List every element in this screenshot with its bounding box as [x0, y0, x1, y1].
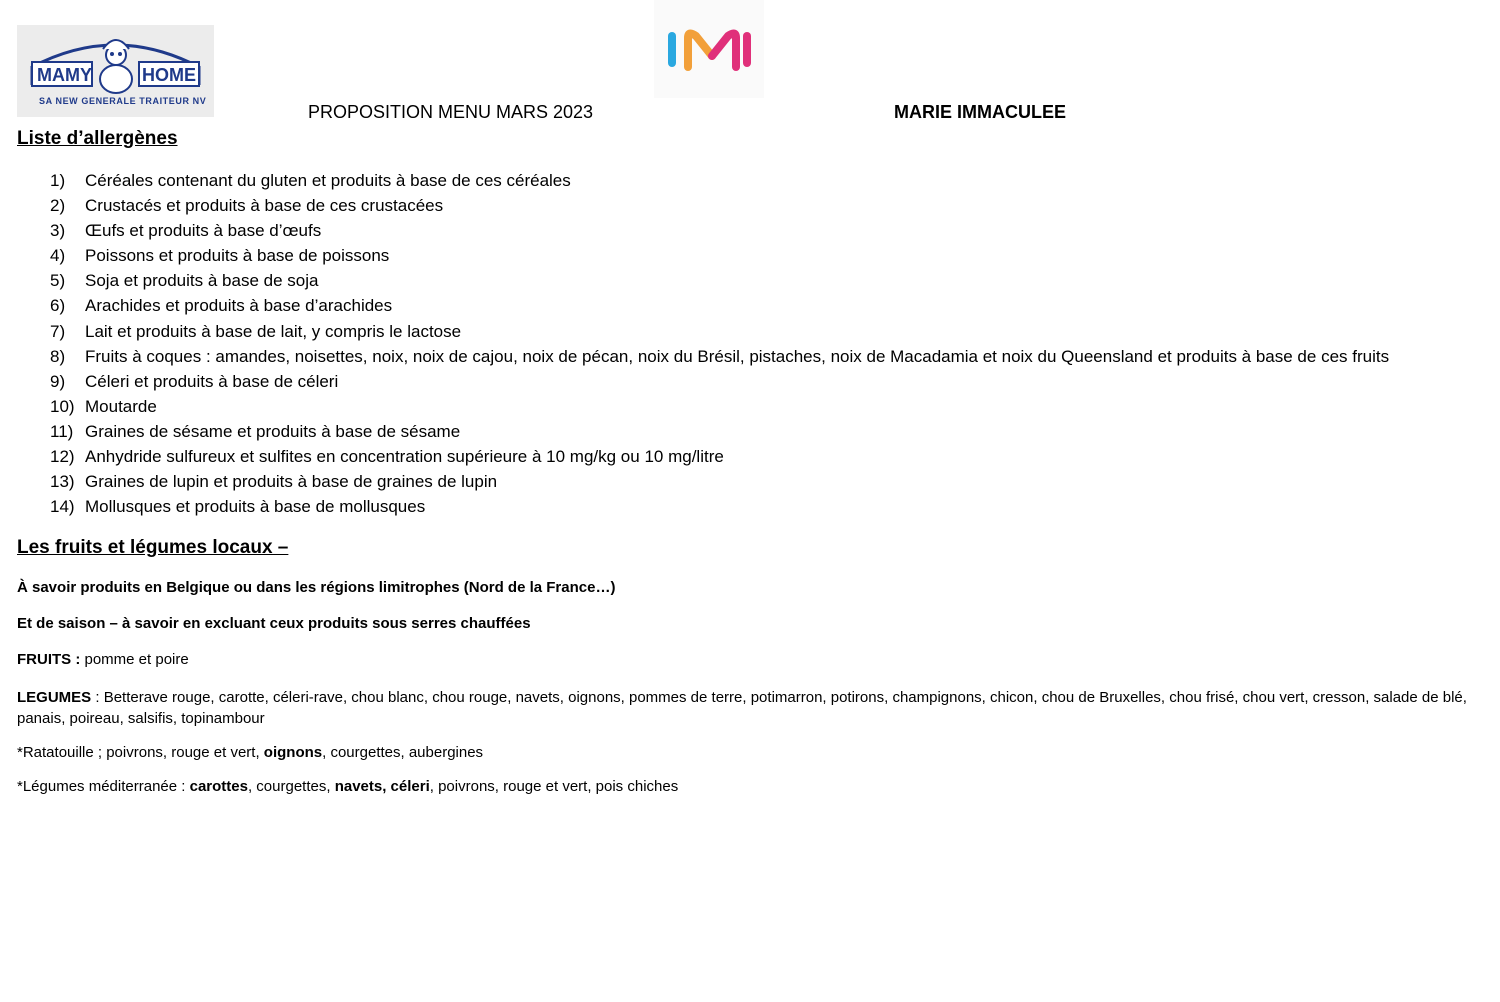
- local-definition: À savoir produits en Belgique ou dans les régions limitrophes (Nord de la France…): [17, 579, 616, 596]
- ratatouille-bold: oignons: [263, 744, 323, 761]
- mamy-home-logo: [17, 25, 214, 117]
- allergen-number: 6): [50, 296, 66, 316]
- allergen-text: Mollusques et produits à base de mollusques: [85, 497, 426, 517]
- logo-right-word: HOME: [142, 65, 196, 85]
- allergen-number: 13): [50, 472, 75, 492]
- ratatouille-line: [17, 744, 483, 761]
- allergen-text: Poissons et produits à base de poissons: [85, 246, 390, 266]
- allergen-text: Moutarde: [85, 396, 157, 416]
- menu-title: PROPOSITION MENU MARS 2023: [308, 102, 594, 122]
- allergen-item: [50, 168, 1389, 193]
- allergen-text: Soja et produits à base de soja: [85, 271, 319, 291]
- allergen-text: Fruits à coques : amandes, noisettes, noix, noix de cajou, noix de pécan, noix du Brésil, pistaches, noix de Macadamia et noix du Queensland et produits à base de ces fruits: [85, 346, 1390, 366]
- mediterranee-bold-1: carottes: [189, 778, 248, 795]
- allergen-item: [50, 268, 1389, 293]
- allergen-text: Lait et produits à base de lait, y compris le lactose: [85, 321, 462, 341]
- allergen-text: Arachides et produits à base d’arachides: [85, 296, 393, 316]
- allergen-heading: Liste d’allergènes: [17, 128, 178, 149]
- allergen-text: Céréales contenant du gluten et produits à base de ces céréales: [85, 171, 571, 190]
- allergen-item: [50, 394, 1389, 419]
- mediterranee-line: [17, 778, 678, 795]
- allergen-item: [50, 469, 1389, 494]
- mediterranee-bold-2: navets, céleri: [334, 778, 430, 795]
- allergen-number: 8): [50, 346, 66, 366]
- local-produce-heading: Les fruits et légumes locaux –: [17, 537, 289, 558]
- allergen-item: [50, 193, 1389, 218]
- allergen-text: Anhydride sulfureux et sulfites en concentration supérieure à 10 mg/kg ou 10 mg/litre: [85, 447, 724, 467]
- allergen-number: 11): [50, 421, 74, 441]
- allergen-text: Céleri et produits à base de céleri: [85, 371, 339, 391]
- season-definition: Et de saison – à savoir en excluant ceux produits sous serres chauffées: [17, 615, 531, 632]
- allergen-text: Œufs et produits à base d’œufs: [85, 221, 322, 241]
- allergen-number: 14): [50, 497, 75, 517]
- ratatouille-suffix: , courgettes, aubergines: [322, 744, 484, 761]
- allergen-item: [50, 319, 1389, 344]
- allergen-item: [50, 243, 1389, 268]
- allergen-item: [50, 419, 1389, 444]
- mediterranee-prefix: *Légumes méditerranée :: [17, 778, 190, 795]
- allergen-text: Crustacés et produits à base de ces crustacées: [85, 196, 444, 216]
- allergen-number: 5): [50, 271, 66, 291]
- allergen-item: [50, 444, 1389, 469]
- allergen-number: 9): [50, 371, 66, 391]
- legumes-line: [17, 687, 1487, 729]
- mediterranee-suffix: , poivrons, rouge et vert, pois chiches: [429, 778, 679, 795]
- allergen-item: [50, 344, 1389, 369]
- legumes-text: : Betterave rouge, carotte, céleri-rave, chou blanc, chou rouge, navets, oignons, pommes de terre, potimarron, potirons, champignons, chicon, chou de Bruxelles, chou frisé, chou vert, cresson, salade de blé, panais, poireau, salsifis, topinambour: [17, 689, 1467, 727]
- allergen-item: [50, 369, 1389, 394]
- allergen-number: 10): [50, 396, 75, 416]
- allergen-number: 7): [50, 321, 66, 341]
- logo-subtitle: SA NEW GENERALE TRAITEUR NV: [39, 96, 207, 106]
- allergen-number: 4): [50, 246, 66, 266]
- fruits-line: [17, 651, 189, 668]
- legumes-label: LEGUMES: [17, 689, 92, 706]
- logo-left-word: MAMY: [37, 65, 92, 85]
- allergen-text: Graines de sésame et produits à base de sésame: [85, 421, 461, 441]
- allergen-item: [50, 218, 1389, 243]
- allergen-number: 1): [50, 171, 66, 190]
- allergen-text: Graines de lupin et produits à base de graines de lupin: [85, 472, 498, 492]
- allergen-list: [50, 168, 1389, 519]
- allergen-number: 2): [50, 196, 66, 216]
- imi-logo: [654, 0, 764, 98]
- client-name: MARIE IMMACULEE: [894, 102, 1066, 122]
- allergen-number: 3): [50, 221, 66, 241]
- fruits-text: pomme et poire: [80, 651, 189, 668]
- mediterranee-mid: , courgettes,: [247, 778, 335, 795]
- allergen-item: [50, 494, 1389, 519]
- allergen-item: [50, 293, 1389, 318]
- ratatouille-prefix: *Ratatouille ; poivrons, rouge et vert,: [17, 744, 264, 761]
- fruits-label: FRUITS :: [17, 651, 81, 668]
- allergen-number: 12): [50, 447, 75, 467]
